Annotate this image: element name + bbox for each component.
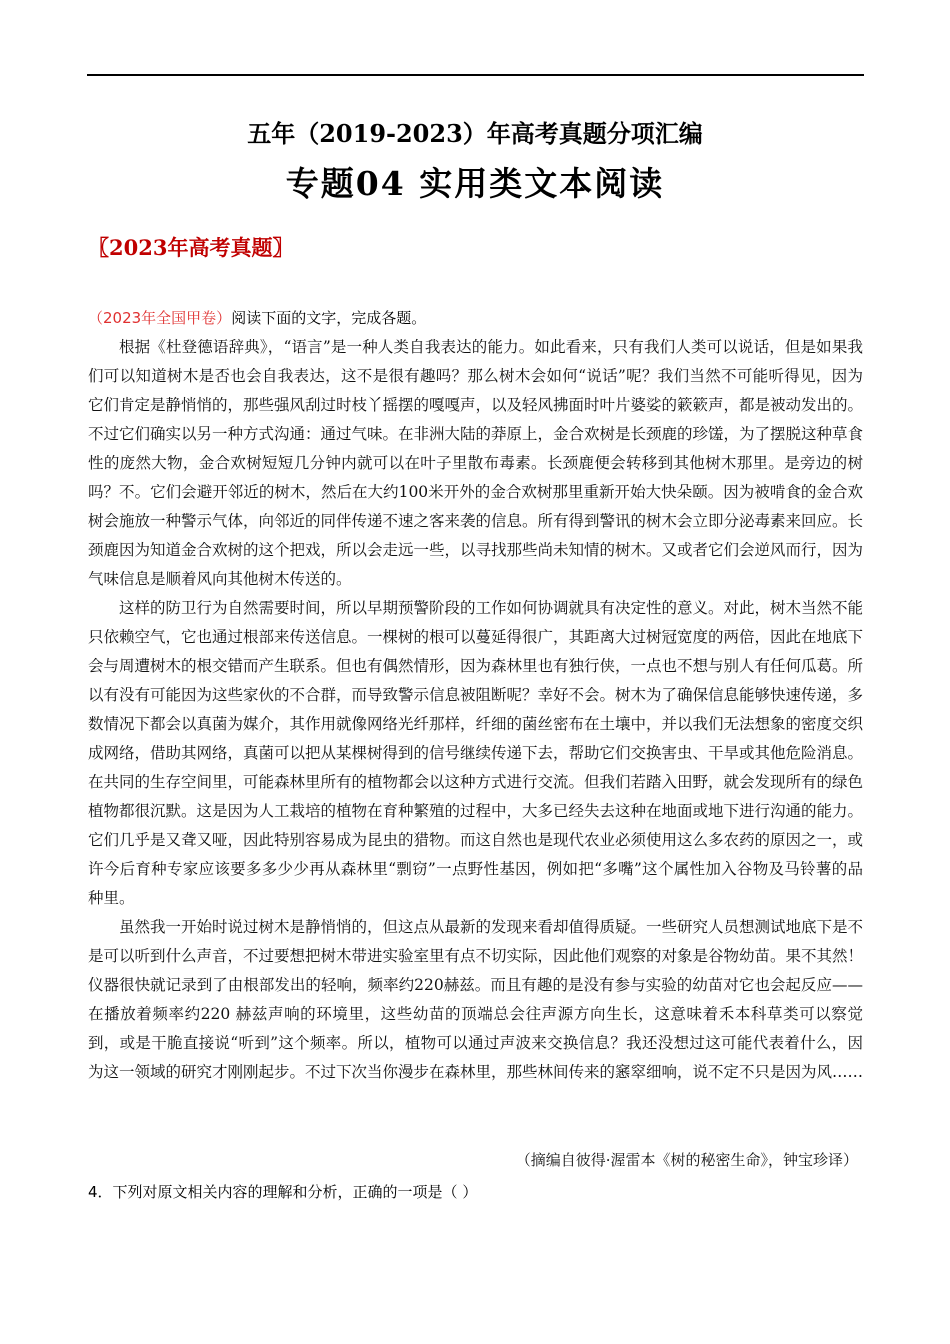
collection-title: 五年（2019-2023）年高考真题分项汇编 <box>247 119 703 148</box>
exam-source-line <box>88 307 426 328</box>
question-4: 4．下列对原文相关内容的理解和分析，正确的一项是（ ） <box>88 1183 478 1201</box>
topic-title: 专题04 实用类文本阅读 <box>285 164 665 203</box>
header-rule <box>87 74 864 76</box>
section-heading: 〖2023年高考真题〗 <box>88 235 294 260</box>
passage-paragraph: 根据《杜登德语辞典》，“语言”是一种人类自我表达的能力。如此看来，只有我们人类可以说话，但是如果我们可以知道树木是否也会自我表达，这不是很有趣吗？那么树木会如何“说话”呢？我们当然不可能听得见，因为它们肯定是静悄悄的，那些强风刮过时枝丫摇摆的嘎嘎声，以及轻风拂面时叶片婆娑的簌簌声，都是被动发出的。不过它们确实以另一种方式沟通：通过气味。在非洲大陆的莽原上，金合欢树是长颈鹿的珍馐，为了摆脱这种草食性的庞然大物，金合欢树短短几分钟内就可以在叶子里散布毒素。长颈鹿便会转移到其他树木那里。是旁边的树吗？不。它们会避开邻近的树木，然后在大约100米开外的金合欢树那里重新开始大快朵颐。因为被啃食的金合欢树会施放一种警示气体，向邻近的同伴传递不速之客来袭的信息。所有得到警讯的树木会立即分泌毒素来回应。长颈鹿因为知道金合欢树的这个把戏，所以会走远一些，以寻找那些尚未知情的树木。又或者它们会逆风而行，因为气味信息是顺着风向其他树木传送的。 <box>88 338 864 588</box>
passage-paragraph: 这样的防卫行为自然需要时间，所以早期预警阶段的工作如何协调就具有决定性的意义。对此，树木当然不能只依赖空气，它也通过根部来传送信息。一棵树的根可以蔓延得很广，其距离大过树冠宽度的两倍，因此在地底下会与周遭树木的根交错而产生联系。但也有偶然情形，因为森林里也有独行侠，一点也不想与别人有任何瓜葛。所以有没有可能因为这些家伙的不合群，而导致警示信息被阻断呢？幸好不会。树木为了确保信息能够快速传递，多数情况下都会以真菌为媒介，其作用就像网络光纤那样，纤细的菌丝密布在土壤中，并以我们无法想象的密度交织成网络，借助其网络，真菌可以把从某棵树得到的信号继续传递下去，帮助它们交换害虫、干旱或其他危险消息。在共同的生存空间里，可能森林里所有的植物都会以这种方式进行交流。但我们若踏入田野，就会发现所有的绿色植物都很沉默。这是因为人工栽培的植物在育种繁殖的过程中，大多已经失去这种在地面或地下进行沟通的能力。它们几乎是又聋又哑，因此特别容易成为昆虫的猎物。而这自然也是现代农业必须使用这么多农药的原因之一，或许今后育种专家应该要多多少少再从森林里“剽窃”一点野性基因，例如把“多嘴”这个属性加入谷物及马铃薯的品种里。 <box>88 599 864 907</box>
reading-instruction: 阅读下面的文字，完成各题。 <box>231 309 427 327</box>
passage-body <box>88 333 863 1087</box>
passage-credit: （摘编自彼得·渥雷本《树的秘密生命》，钟宝珍译） <box>515 1151 858 1169</box>
exam-source-tag: （2023年全国甲卷） <box>88 309 232 327</box>
passage-paragraph: 虽然我一开始时说过树木是静悄悄的，但这点从最新的发现来看却值得质疑。一些研究人员想测试地底下是不是可以听到什么声音，不过要想把树木带进实验室里有点不切实际，因此他们观察的对象是谷物幼苗。果不其然！仪器很快就记录到了由根部发出的轻响，频率约220赫兹。而且有趣的是没有参与实验的幼苗对它也会起反应——在播放着频率约220 赫兹声响的环境里，这些幼苗的顶端总会往声源方向生长，这意味着禾本科草类可以察觉到，或是干脆直接说“听到”这个频率。所以，植物可以通过声波来交换信息？我还没想过这可能代表着什么，因为这一领域的研究才刚刚起步。不过下次当你漫步在森林里，那些林间传来的窸窣细响，说不定不只是因为风…… <box>88 918 864 1081</box>
